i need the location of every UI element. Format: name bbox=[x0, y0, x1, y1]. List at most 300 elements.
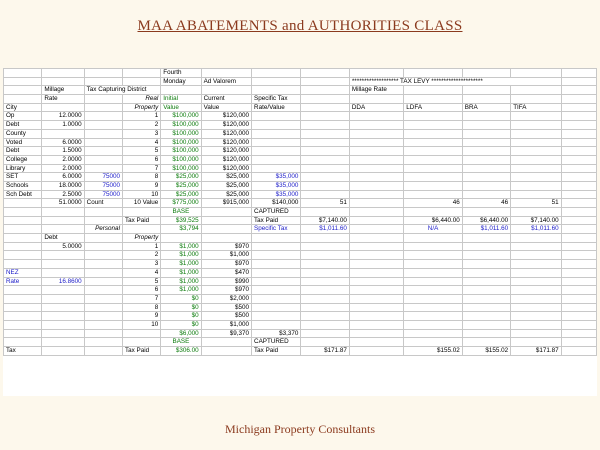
property-number: 10 bbox=[122, 190, 160, 199]
property-number: 9 bbox=[122, 312, 160, 321]
cell bbox=[462, 294, 510, 303]
cell bbox=[404, 129, 462, 138]
row-label: Op bbox=[4, 112, 42, 121]
cell bbox=[301, 173, 349, 182]
row-label: Debt bbox=[4, 121, 42, 130]
cell bbox=[561, 199, 596, 208]
cell bbox=[404, 312, 462, 321]
cell bbox=[404, 208, 462, 217]
cell bbox=[201, 234, 251, 243]
personal-property-row bbox=[4, 251, 597, 260]
cell bbox=[561, 129, 596, 138]
cell bbox=[122, 338, 160, 347]
cell bbox=[404, 286, 462, 295]
cell bbox=[511, 268, 561, 277]
cell bbox=[404, 147, 462, 156]
row-label bbox=[4, 286, 42, 295]
cell bbox=[301, 312, 349, 321]
initial-value: $25,000 bbox=[161, 181, 201, 190]
cell bbox=[462, 312, 510, 321]
page-title: MAA ABATEMENTS and AUTHORITIES CLASS bbox=[137, 18, 463, 34]
bra-tax-paid: $155.02 bbox=[462, 347, 510, 356]
real-property-row bbox=[4, 138, 597, 147]
cell bbox=[404, 181, 462, 190]
cell bbox=[511, 242, 561, 251]
cell bbox=[462, 173, 510, 182]
cell bbox=[511, 190, 561, 199]
cell bbox=[349, 190, 403, 199]
cell bbox=[462, 286, 510, 295]
abatement-value: 75000 bbox=[84, 173, 122, 182]
current-value: $1,000 bbox=[201, 251, 251, 260]
real-property-row bbox=[4, 129, 597, 138]
cell bbox=[511, 338, 561, 347]
cell bbox=[349, 164, 403, 173]
specific-tax-row bbox=[4, 225, 597, 234]
cell bbox=[84, 320, 122, 329]
personal-property-row bbox=[4, 294, 597, 303]
cell bbox=[462, 208, 510, 217]
initial-value: $100,000 bbox=[161, 112, 201, 121]
millage-rate bbox=[42, 303, 84, 312]
initial-value: $100,000 bbox=[161, 121, 201, 130]
cell bbox=[84, 103, 122, 112]
real-header: Real bbox=[122, 95, 160, 104]
row-label bbox=[4, 242, 42, 251]
property-number: 1 bbox=[122, 112, 160, 121]
cell bbox=[301, 181, 349, 190]
property-number: 5 bbox=[122, 277, 160, 286]
cell bbox=[42, 103, 84, 112]
row-label: County bbox=[4, 129, 42, 138]
tifa-specific-tax: $1,011.60 bbox=[511, 225, 561, 234]
cell bbox=[4, 338, 42, 347]
cell bbox=[349, 147, 403, 156]
base-row bbox=[4, 338, 597, 347]
real-property-row bbox=[4, 190, 597, 199]
initial-value: $0 bbox=[161, 303, 201, 312]
cell bbox=[252, 312, 301, 321]
property-number: 8 bbox=[122, 303, 160, 312]
property-number: 3 bbox=[122, 260, 160, 269]
cell bbox=[561, 268, 596, 277]
cell bbox=[252, 286, 301, 295]
cell bbox=[252, 242, 301, 251]
initial-value: $1,000 bbox=[161, 286, 201, 295]
real-property-row bbox=[4, 147, 597, 156]
cell bbox=[349, 129, 403, 138]
cell bbox=[42, 216, 84, 225]
cell bbox=[462, 277, 510, 286]
cell bbox=[462, 147, 510, 156]
cell bbox=[4, 216, 42, 225]
cell bbox=[561, 251, 596, 260]
ldfa-tax-paid: $155.02 bbox=[404, 347, 462, 356]
cell bbox=[301, 208, 349, 217]
cell bbox=[301, 277, 349, 286]
ldfa-millage-total: 46 bbox=[404, 199, 462, 208]
cell bbox=[511, 251, 561, 260]
specific-tax-value: $35,000 bbox=[252, 190, 301, 199]
ldfa-header: LDFA bbox=[404, 103, 462, 112]
cell bbox=[404, 234, 462, 243]
cell bbox=[301, 286, 349, 295]
cell bbox=[561, 225, 596, 234]
current-value: $25,000 bbox=[201, 181, 251, 190]
property-number: 2 bbox=[122, 121, 160, 130]
cell bbox=[42, 347, 84, 356]
specific-tax-value bbox=[252, 155, 301, 164]
cell bbox=[462, 164, 510, 173]
current-value: $970 bbox=[201, 260, 251, 269]
property-number: 10 bbox=[122, 320, 160, 329]
cell bbox=[349, 216, 403, 225]
personal-property-row bbox=[4, 268, 597, 277]
millage-rate: 2.0000 bbox=[42, 155, 84, 164]
abatement-value bbox=[84, 155, 122, 164]
initial-value: $0 bbox=[161, 294, 201, 303]
cell bbox=[404, 260, 462, 269]
cell bbox=[561, 277, 596, 286]
cell bbox=[561, 216, 596, 225]
property-number: 4 bbox=[122, 268, 160, 277]
base-tax-paid: $39,525 bbox=[161, 216, 201, 225]
current-value: $1,000 bbox=[201, 320, 251, 329]
cell bbox=[404, 303, 462, 312]
ldfa-tax-paid: $6,440.00 bbox=[404, 216, 462, 225]
property-number: 8 bbox=[122, 173, 160, 182]
cell bbox=[84, 286, 122, 295]
row-label: City bbox=[4, 103, 42, 112]
property-number: 7 bbox=[122, 164, 160, 173]
initial-value: $1,000 bbox=[161, 260, 201, 269]
cell bbox=[161, 234, 201, 243]
personal-property-row bbox=[4, 286, 597, 295]
cell bbox=[301, 303, 349, 312]
current-value: $120,000 bbox=[201, 121, 251, 130]
cell bbox=[84, 268, 122, 277]
total-initial-value: $775,000 bbox=[161, 199, 201, 208]
cell bbox=[84, 216, 122, 225]
captured-tax-paid-label: Tax Paid bbox=[252, 216, 301, 225]
cell bbox=[404, 112, 462, 121]
bra-specific-tax: $1,011.60 bbox=[462, 225, 510, 234]
dda-header: DDA bbox=[349, 103, 403, 112]
row-label bbox=[4, 320, 42, 329]
personal-property-row bbox=[4, 242, 597, 251]
cell bbox=[349, 173, 403, 182]
cell bbox=[349, 312, 403, 321]
cell bbox=[404, 173, 462, 182]
cell bbox=[462, 129, 510, 138]
millage-rate bbox=[42, 286, 84, 295]
cell bbox=[462, 234, 510, 243]
cell bbox=[511, 234, 561, 243]
bra-millage-total: 46 bbox=[462, 199, 510, 208]
initial-value: $1,000 bbox=[161, 277, 201, 286]
abatement-value: 75000 bbox=[84, 181, 122, 190]
cell bbox=[201, 347, 251, 356]
personal-property-row bbox=[4, 277, 597, 286]
tifa-tax-paid: $171.87 bbox=[511, 347, 561, 356]
cell bbox=[349, 294, 403, 303]
cell bbox=[561, 155, 596, 164]
tax-levy-header: ******************* TAX LEVY ********************* bbox=[349, 77, 561, 86]
cell bbox=[511, 112, 561, 121]
ldfa-specific-tax: N/A bbox=[404, 225, 462, 234]
millage-rate bbox=[42, 268, 84, 277]
millage-rate bbox=[42, 312, 84, 321]
current-value: $120,000 bbox=[201, 112, 251, 121]
current-value: $25,000 bbox=[201, 173, 251, 182]
fourth-label: Fourth bbox=[161, 69, 201, 78]
initial-value: $100,000 bbox=[161, 147, 201, 156]
row-label: Debt bbox=[4, 147, 42, 156]
cell bbox=[4, 199, 42, 208]
cell bbox=[301, 242, 349, 251]
cell bbox=[511, 164, 561, 173]
row-label: Library bbox=[4, 164, 42, 173]
cell bbox=[4, 329, 42, 338]
cell bbox=[301, 268, 349, 277]
cell bbox=[301, 338, 349, 347]
cell bbox=[349, 155, 403, 164]
cell bbox=[349, 181, 403, 190]
cell bbox=[561, 181, 596, 190]
cell bbox=[42, 329, 84, 338]
cell bbox=[511, 138, 561, 147]
cell bbox=[404, 155, 462, 164]
debt-label: Debt bbox=[42, 234, 84, 243]
initial-value: $1,000 bbox=[161, 242, 201, 251]
cell bbox=[462, 260, 510, 269]
cell bbox=[462, 251, 510, 260]
cell bbox=[404, 320, 462, 329]
millage-rate: 16.8600 bbox=[42, 277, 84, 286]
bra-tax-paid: $6,440.00 bbox=[462, 216, 510, 225]
cell bbox=[462, 121, 510, 130]
bra-header: BRA bbox=[462, 103, 510, 112]
cell bbox=[301, 155, 349, 164]
header-row bbox=[4, 95, 597, 104]
millage-rate bbox=[42, 129, 84, 138]
current-value: $970 bbox=[201, 242, 251, 251]
cell bbox=[349, 121, 403, 130]
initial-value: $25,000 bbox=[161, 173, 201, 182]
cell bbox=[511, 286, 561, 295]
cell bbox=[561, 312, 596, 321]
tifa-header: TIFA bbox=[511, 103, 561, 112]
current-value: $120,000 bbox=[201, 164, 251, 173]
dda-tax-paid: $7,140.00 bbox=[301, 216, 349, 225]
cell bbox=[404, 268, 462, 277]
total-millage: 51.0000 bbox=[42, 199, 84, 208]
cell bbox=[511, 329, 561, 338]
specific-tax-value bbox=[252, 147, 301, 156]
cell bbox=[462, 155, 510, 164]
cell bbox=[301, 190, 349, 199]
tifa-tax-paid: $7,140.00 bbox=[511, 216, 561, 225]
cell bbox=[349, 112, 403, 121]
tax-paid-label: Tax Paid bbox=[122, 347, 160, 356]
cell bbox=[561, 138, 596, 147]
dda-specific-tax: $1,011.60 bbox=[301, 225, 349, 234]
specific-tax-label: Specific Tax bbox=[252, 225, 301, 234]
abatement-table bbox=[3, 68, 597, 356]
cell bbox=[252, 260, 301, 269]
ad-valorem-label: Ad Valorem bbox=[201, 77, 251, 86]
current-value: $120,000 bbox=[201, 155, 251, 164]
cell bbox=[462, 338, 510, 347]
cell bbox=[349, 251, 403, 260]
cell bbox=[462, 329, 510, 338]
cell bbox=[561, 173, 596, 182]
real-property-row bbox=[4, 181, 597, 190]
personal-tax-paid-row bbox=[4, 347, 597, 356]
cell bbox=[349, 303, 403, 312]
cell bbox=[252, 303, 301, 312]
cell bbox=[561, 242, 596, 251]
current-value: $120,000 bbox=[201, 129, 251, 138]
cell bbox=[561, 294, 596, 303]
personal-property-row bbox=[4, 312, 597, 321]
cell bbox=[404, 242, 462, 251]
initial-value: $25,000 bbox=[161, 190, 201, 199]
cell bbox=[561, 329, 596, 338]
personal-property-header: Property bbox=[122, 234, 160, 243]
cell bbox=[561, 112, 596, 121]
row-label: Schools bbox=[4, 181, 42, 190]
footer-credit: Michigan Property Consultants bbox=[225, 422, 375, 436]
cell bbox=[511, 181, 561, 190]
personal-property-row bbox=[4, 320, 597, 329]
property-number: 5 bbox=[122, 147, 160, 156]
cell bbox=[201, 225, 251, 234]
personal-property-row bbox=[4, 260, 597, 269]
property-number: 7 bbox=[122, 294, 160, 303]
cell bbox=[84, 234, 122, 243]
cell bbox=[252, 251, 301, 260]
header-row bbox=[4, 86, 597, 95]
initial-value: $100,000 bbox=[161, 129, 201, 138]
cell bbox=[84, 303, 122, 312]
property-number: 2 bbox=[122, 251, 160, 260]
row-label: NEZ bbox=[4, 268, 42, 277]
spreadsheet bbox=[3, 68, 597, 396]
tax-paid-label: Tax Paid bbox=[122, 216, 160, 225]
millage-rate bbox=[42, 320, 84, 329]
initial-value: $100,000 bbox=[161, 155, 201, 164]
property-count-number: 10 bbox=[133, 199, 141, 207]
abatement-value: 75000 bbox=[84, 190, 122, 199]
abatement-value bbox=[84, 138, 122, 147]
personal-totals-row bbox=[4, 329, 597, 338]
cell bbox=[511, 208, 561, 217]
cell bbox=[561, 190, 596, 199]
cell bbox=[84, 312, 122, 321]
abatement-value bbox=[84, 129, 122, 138]
cell bbox=[511, 312, 561, 321]
cell bbox=[122, 225, 160, 234]
cell bbox=[301, 164, 349, 173]
cell bbox=[252, 294, 301, 303]
millage-header: Millage bbox=[42, 86, 84, 95]
cell bbox=[561, 121, 596, 130]
cell bbox=[561, 103, 596, 112]
header-row bbox=[4, 103, 597, 112]
cell bbox=[462, 303, 510, 312]
cell bbox=[511, 294, 561, 303]
cell bbox=[349, 260, 403, 269]
property-count bbox=[122, 199, 160, 208]
captured-tax-paid: $3,794 bbox=[161, 225, 201, 234]
cell bbox=[84, 208, 122, 217]
millage-rate-header: Millage Rate bbox=[349, 86, 403, 95]
cell bbox=[462, 242, 510, 251]
cell bbox=[301, 138, 349, 147]
property-number: 6 bbox=[122, 286, 160, 295]
base-row bbox=[4, 208, 597, 217]
rate-header: Rate bbox=[42, 95, 84, 104]
initial-value-header: Value bbox=[161, 103, 201, 112]
cell bbox=[84, 347, 122, 356]
cell bbox=[561, 286, 596, 295]
current-value-header: Value bbox=[201, 103, 251, 112]
millage-rate: 18.0000 bbox=[42, 181, 84, 190]
cell bbox=[561, 347, 596, 356]
personal-header: Personal bbox=[84, 225, 122, 234]
captured-label: CAPTURED bbox=[252, 208, 301, 217]
cell bbox=[349, 338, 403, 347]
cell bbox=[301, 329, 349, 338]
base-label: BASE bbox=[161, 208, 201, 217]
cell bbox=[349, 347, 403, 356]
cell bbox=[349, 199, 403, 208]
value-label: Value bbox=[140, 199, 159, 207]
cell bbox=[404, 121, 462, 130]
millage-rate: 6.0000 bbox=[42, 138, 84, 147]
row-label bbox=[4, 294, 42, 303]
cell bbox=[301, 260, 349, 269]
count-label: Count bbox=[84, 199, 122, 208]
monday-label: Monday bbox=[161, 77, 201, 86]
cell bbox=[462, 181, 510, 190]
header-row bbox=[4, 69, 597, 78]
tax-label: Tax bbox=[4, 347, 42, 356]
millage-rate bbox=[42, 294, 84, 303]
property-number: 9 bbox=[122, 181, 160, 190]
initial-value: $100,000 bbox=[161, 164, 201, 173]
cell bbox=[84, 338, 122, 347]
personal-specific-tax: $3,370 bbox=[252, 329, 301, 338]
current-value: $500 bbox=[201, 312, 251, 321]
cell bbox=[404, 164, 462, 173]
abatement-value bbox=[84, 112, 122, 121]
cell bbox=[201, 338, 251, 347]
real-property-row bbox=[4, 155, 597, 164]
cell bbox=[84, 277, 122, 286]
initial-value: $1,000 bbox=[161, 251, 201, 260]
cell bbox=[4, 208, 42, 217]
current-value: $25,000 bbox=[201, 190, 251, 199]
initial-header: Initial bbox=[161, 95, 201, 104]
current-value: $2,000 bbox=[201, 294, 251, 303]
row-label: Sch Debt bbox=[4, 190, 42, 199]
cell bbox=[561, 147, 596, 156]
cell bbox=[561, 303, 596, 312]
cell bbox=[511, 129, 561, 138]
header-row bbox=[4, 77, 597, 86]
